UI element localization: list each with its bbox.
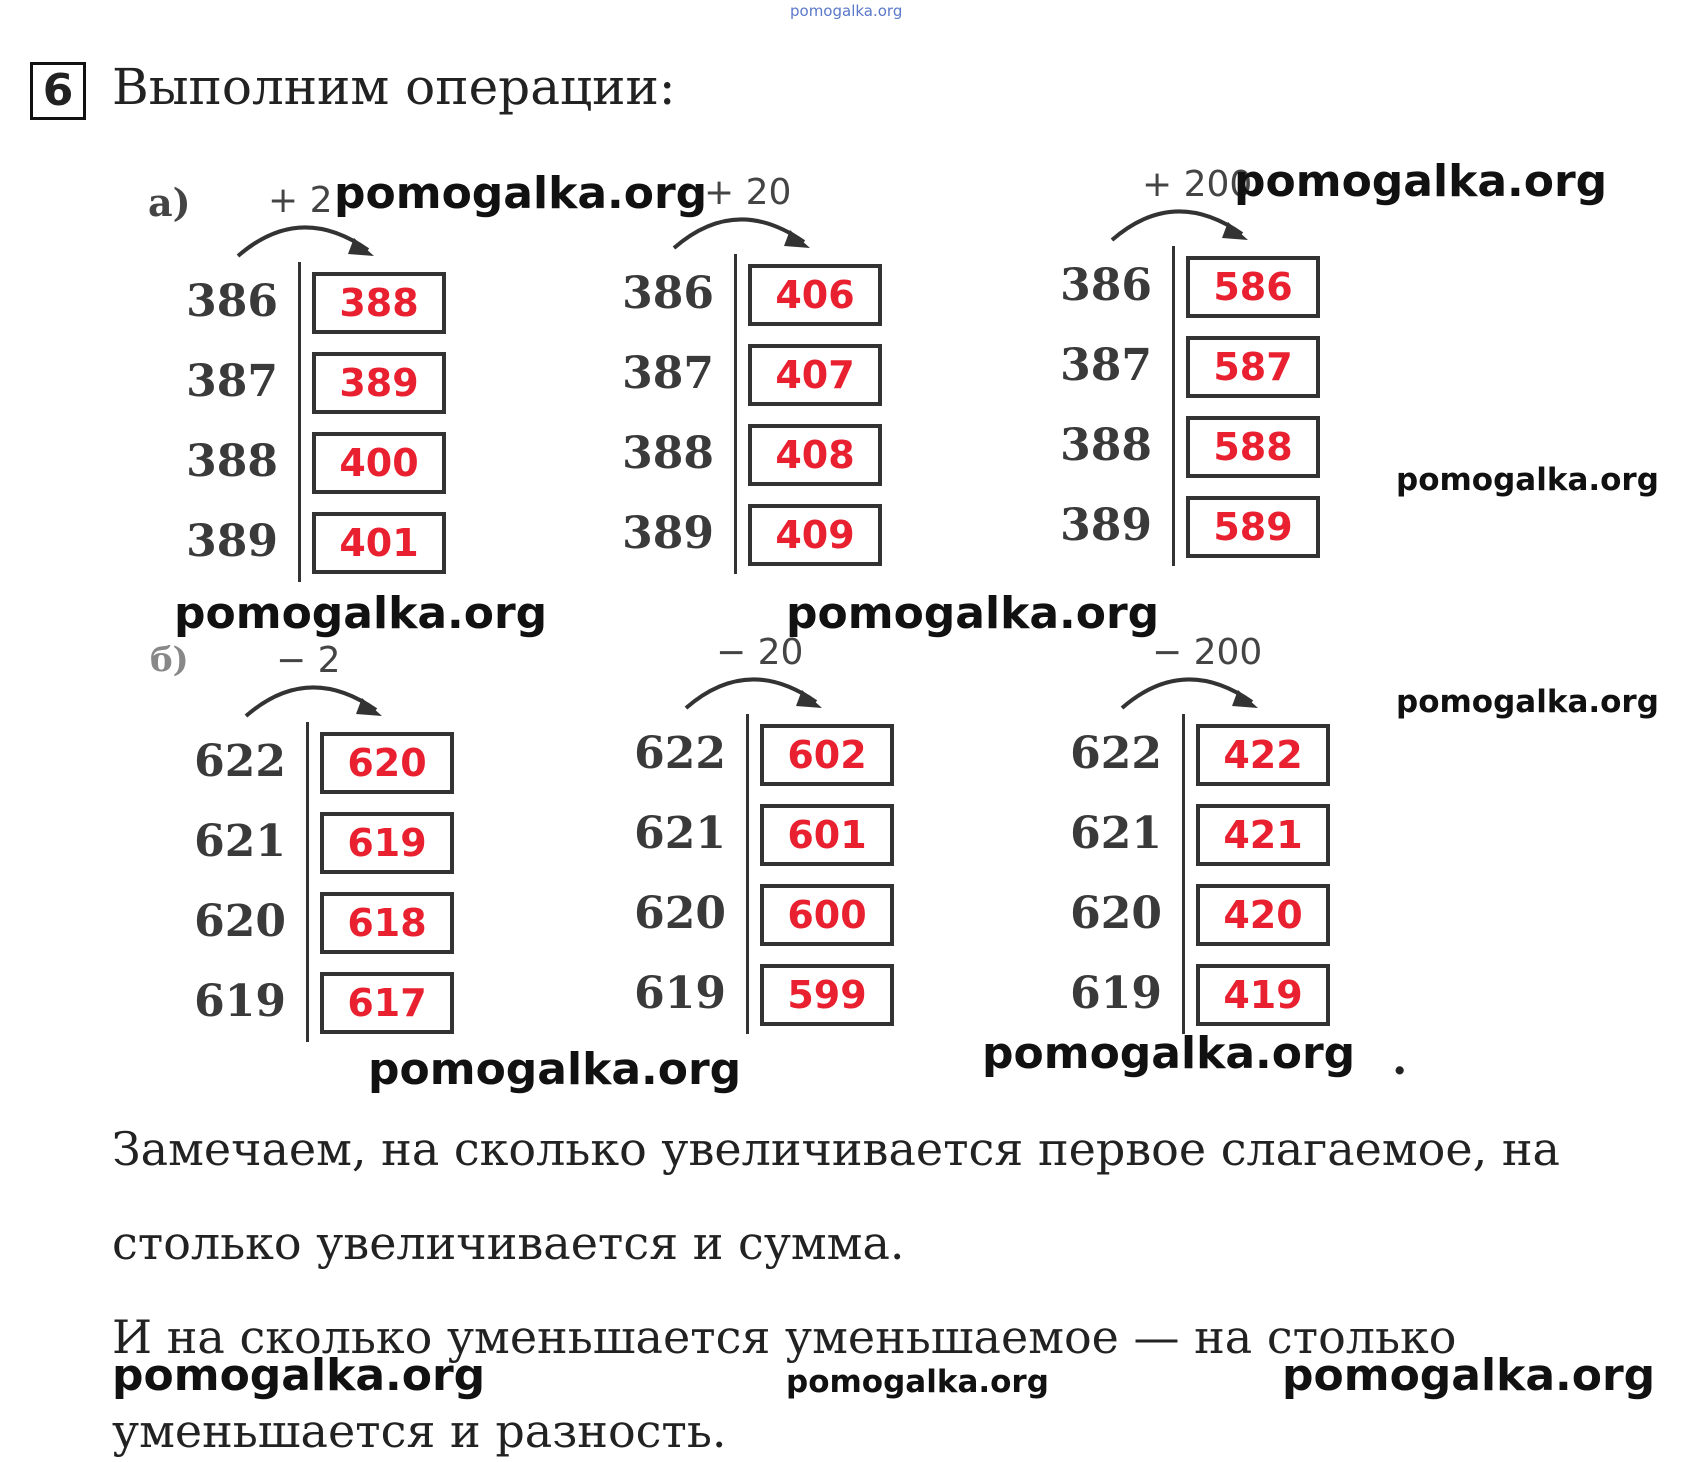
answer-box: 620	[320, 732, 454, 794]
input-number: 620	[634, 888, 726, 939]
part-label-a: а)	[148, 180, 191, 225]
answer-box: 401	[312, 512, 446, 574]
task-title: Выполним операции:	[112, 58, 676, 116]
watermark: pomogalka.org	[174, 588, 548, 639]
answer-box: 588	[1186, 416, 1320, 478]
input-number: 622	[1070, 728, 1162, 779]
operation-block	[1060, 164, 1404, 584]
answer-box: 617	[320, 972, 454, 1034]
answer-box: 422	[1196, 724, 1330, 786]
divider-line	[1172, 246, 1175, 566]
operation-block	[1070, 632, 1414, 1052]
operation-label: − 200	[1152, 632, 1263, 673]
operation-block	[634, 632, 978, 1052]
watermark: pomogalka.org	[786, 588, 1160, 639]
answer-box: 409	[748, 504, 882, 566]
divider-line	[1182, 714, 1185, 1034]
divider-line	[298, 262, 301, 582]
watermark: pomogalka.org	[112, 1350, 486, 1401]
input-number: 620	[194, 896, 286, 947]
curved-arrow-icon	[638, 632, 978, 732]
input-number: 622	[634, 728, 726, 779]
input-number: 388	[622, 428, 714, 479]
answer-box: 589	[1186, 496, 1320, 558]
conclusion-line-4: уменьшается и разность.	[112, 1404, 727, 1458]
input-number: 388	[186, 436, 278, 487]
input-number: 389	[186, 516, 278, 567]
watermark: pomogalka.org	[334, 168, 708, 219]
divider-line	[734, 254, 737, 574]
watermark: pomogalka.org	[1282, 1350, 1656, 1401]
input-number: 622	[194, 736, 286, 787]
watermark: pomogalka.org	[1234, 156, 1608, 207]
input-number: 621	[1070, 808, 1162, 859]
answer-box: 587	[1186, 336, 1320, 398]
input-number: 389	[622, 508, 714, 559]
answer-box: 407	[748, 344, 882, 406]
watermark: pomogalka.org	[982, 1028, 1356, 1079]
divider-line	[306, 722, 309, 1042]
task-number: 6	[30, 62, 86, 120]
operation-label: − 20	[716, 632, 804, 673]
answer-box: 419	[1196, 964, 1330, 1026]
operation-label: − 2	[276, 640, 341, 681]
part-label-b: б)	[150, 640, 189, 680]
answer-box: 600	[760, 884, 894, 946]
watermark: pomogalka.org	[786, 1364, 1049, 1400]
input-number: 386	[186, 276, 278, 327]
operation-label: + 20	[704, 172, 792, 213]
answer-box: 618	[320, 892, 454, 954]
input-number: 619	[194, 976, 286, 1027]
answer-box: 420	[1196, 884, 1330, 946]
operation-label: + 2	[268, 180, 333, 221]
watermark: pomogalka.org	[368, 1044, 742, 1095]
curved-arrow-icon	[198, 640, 538, 740]
answer-box: 400	[312, 432, 446, 494]
input-number: 619	[1070, 968, 1162, 1019]
answer-box: 389	[312, 352, 446, 414]
watermark: pomogalka.org	[1396, 462, 1659, 498]
operation-block	[194, 640, 538, 1060]
answer-box: 388	[312, 272, 446, 334]
conclusion-line-3: И на сколько уменьшается уменьшаемое — на столько	[112, 1310, 1457, 1364]
answer-box: 406	[748, 264, 882, 326]
input-number: 619	[634, 968, 726, 1019]
conclusion-line-2: столько увеличивается и сумма.	[112, 1216, 905, 1270]
stray-dot: .	[1392, 1034, 1408, 1085]
input-number: 387	[1060, 340, 1152, 391]
input-number: 621	[194, 816, 286, 867]
answer-box: 602	[760, 724, 894, 786]
input-number: 387	[622, 348, 714, 399]
answer-box: 601	[760, 804, 894, 866]
input-number: 621	[634, 808, 726, 859]
answer-box: 586	[1186, 256, 1320, 318]
conclusion-line-1: Замечаем, на сколько увеличивается первое слагаемое, на	[112, 1122, 1560, 1176]
answer-box: 619	[320, 812, 454, 874]
input-number: 386	[622, 268, 714, 319]
input-number: 388	[1060, 420, 1152, 471]
site-mark: pomogalka.org	[790, 2, 903, 20]
operation-label: + 200	[1142, 164, 1253, 205]
answer-box: 408	[748, 424, 882, 486]
input-number: 387	[186, 356, 278, 407]
input-number: 386	[1060, 260, 1152, 311]
watermark: pomogalka.org	[1396, 684, 1659, 720]
operation-block	[186, 180, 530, 600]
divider-line	[746, 714, 749, 1034]
answer-box: 599	[760, 964, 894, 1026]
input-number: 389	[1060, 500, 1152, 551]
answer-box: 421	[1196, 804, 1330, 866]
input-number: 620	[1070, 888, 1162, 939]
operation-block	[622, 172, 966, 592]
